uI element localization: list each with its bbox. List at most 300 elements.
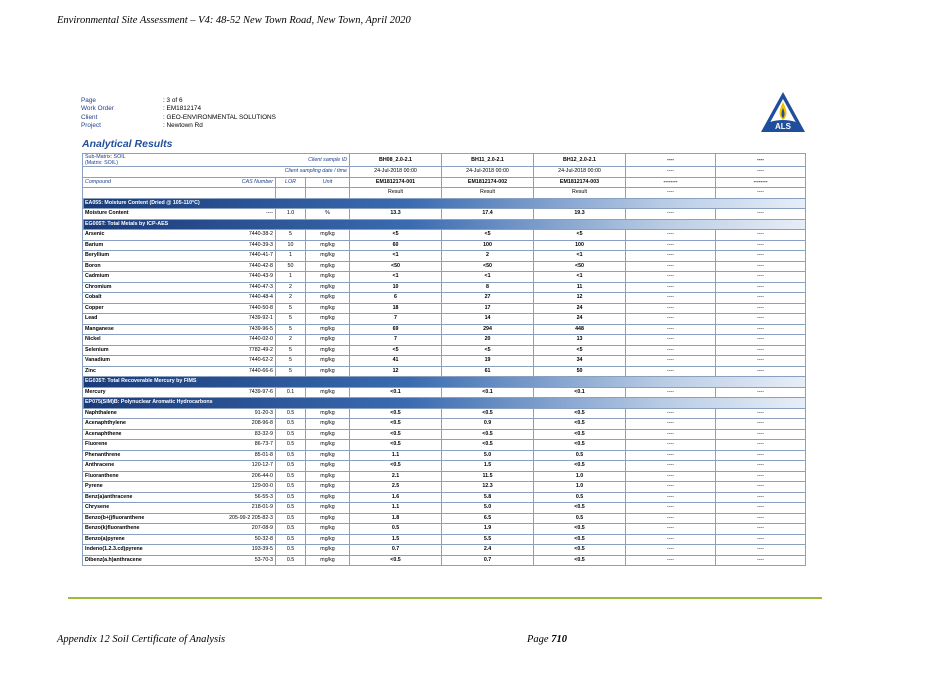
header-row-result [83, 188, 806, 199]
cas-number: 207-08-9 [201, 524, 276, 535]
sampling-date-label: Client sampling date / time [83, 167, 350, 178]
lor-value: 0.1 [276, 387, 306, 398]
result-value: <0.5 [534, 419, 626, 430]
result-value: <50 [534, 261, 626, 272]
lor-value: 2 [276, 293, 306, 304]
result-value: 1.0 [534, 482, 626, 493]
unit-value: mg/kg [306, 345, 350, 356]
compound-name: Acenaphthene [83, 429, 201, 440]
result-value: ---- [716, 282, 806, 293]
result-value: ---- [626, 492, 716, 503]
result-value: ---- [626, 471, 716, 482]
results-table [82, 153, 806, 566]
lor-value: 5 [276, 303, 306, 314]
compound-name: Fluorene [83, 440, 201, 451]
header-row-sample-id [83, 154, 806, 167]
compound-name: Benz(a)anthracene [83, 492, 201, 503]
footer-page [527, 634, 567, 645]
cas-number: 91-20-3 [201, 408, 276, 419]
lor-value: 10 [276, 240, 306, 251]
result-value: ---- [626, 429, 716, 440]
meta-value: : GEO-ENVIRONMENTAL SOLUTIONS [163, 113, 276, 121]
result-value: 5.0 [442, 450, 534, 461]
result-value: 41 [350, 356, 442, 367]
result-value: 24 [534, 303, 626, 314]
result-value: ---- [626, 356, 716, 367]
unit-value: mg/kg [306, 534, 350, 545]
lor-value: 1 [276, 251, 306, 262]
lor-value: 0.5 [276, 471, 306, 482]
result-value: ---- [626, 303, 716, 314]
result-value: 1.0 [534, 471, 626, 482]
unit-value: mg/kg [306, 513, 350, 524]
cas-number: 129-00-0 [201, 482, 276, 493]
compound-name: Moisture Content [83, 209, 201, 220]
cas-number: 7440-47-3 [201, 282, 276, 293]
sample-id: BH11_2.0-2.1 [442, 154, 534, 167]
table-row [83, 335, 806, 346]
compound-name: Benzo(k)fluoranthene [83, 524, 201, 535]
result-value: ---- [716, 503, 806, 514]
result-value: ---- [626, 524, 716, 535]
group-header-row [83, 398, 806, 409]
result-value: 19 [442, 356, 534, 367]
result-value: ---- [716, 293, 806, 304]
result-value: 24 [534, 314, 626, 325]
result-value: ---- [626, 482, 716, 493]
result-label: Result [442, 188, 534, 199]
compound-name: Manganese [83, 324, 201, 335]
result-value: <1 [350, 272, 442, 283]
cas-number: 218-01-9 [201, 503, 276, 514]
lab-id: EM1812174-003 [534, 177, 626, 188]
header-row-columns [83, 177, 806, 188]
result-value: <0.5 [534, 555, 626, 566]
compound-name: Naphthalene [83, 408, 201, 419]
result-value: ---- [716, 230, 806, 241]
result-value: 7 [350, 335, 442, 346]
cas-number: 120-12-7 [201, 461, 276, 472]
table-row [83, 503, 806, 514]
result-value: ---- [626, 366, 716, 377]
lor-value: 0.5 [276, 534, 306, 545]
result-value: 11.5 [442, 471, 534, 482]
lor-value: 5 [276, 230, 306, 241]
unit-value: mg/kg [306, 356, 350, 367]
unit-value: mg/kg [306, 366, 350, 377]
result-value: <1 [534, 251, 626, 262]
unit-value: mg/kg [306, 240, 350, 251]
lor-value: 50 [276, 261, 306, 272]
lor-header: LOR [276, 177, 306, 188]
table-row [83, 513, 806, 524]
unit-value: mg/kg [306, 555, 350, 566]
result-value: 13 [534, 335, 626, 346]
result-value: ---- [626, 240, 716, 251]
cas-number: 7440-39-3 [201, 240, 276, 251]
result-value: <5 [442, 230, 534, 241]
result-value: <50 [442, 261, 534, 272]
result-value: 6.5 [442, 513, 534, 524]
result-value: 294 [442, 324, 534, 335]
table-row [83, 429, 806, 440]
result-value: 0.5 [534, 513, 626, 524]
cas-number: 53-70-3 [201, 555, 276, 566]
footer-rule [68, 597, 822, 599]
result-value: ---- [626, 293, 716, 304]
table-row [83, 534, 806, 545]
lor-value: 0.5 [276, 461, 306, 472]
result-value: 0.7 [442, 555, 534, 566]
result-value: <0.5 [534, 461, 626, 472]
unit-value: mg/kg [306, 251, 350, 262]
result-value: <0.5 [442, 429, 534, 440]
unit-value: mg/kg [306, 387, 350, 398]
meta-value: : 3 of 6 [163, 97, 183, 104]
table-row [83, 303, 806, 314]
result-value: ---- [626, 408, 716, 419]
result-value: 1.1 [350, 503, 442, 514]
unit-value: mg/kg [306, 440, 350, 451]
table-row [83, 387, 806, 398]
meta-key: Work Order [81, 105, 114, 113]
table-row [83, 345, 806, 356]
result-value: 1.1 [350, 450, 442, 461]
result-value: 13.3 [350, 209, 442, 220]
compound-name: Fluoranthene [83, 471, 201, 482]
meta-value: : Newtown Rd [163, 121, 203, 129]
lor-value: 0.5 [276, 555, 306, 566]
table-row [83, 471, 806, 482]
section-title: Analytical Results [82, 138, 173, 150]
sample-id: ---- [626, 154, 716, 167]
table-row [83, 545, 806, 556]
meta-key: Client [81, 113, 98, 121]
unit-value: mg/kg [306, 314, 350, 325]
result-value: 17.4 [442, 209, 534, 220]
result-value: ---- [626, 450, 716, 461]
result-value: 61 [442, 366, 534, 377]
result-value: 1.5 [350, 534, 442, 545]
group-header-row [83, 198, 806, 209]
compound-name: Pyrene [83, 482, 201, 493]
result-value: 1.6 [350, 492, 442, 503]
cas-number: 7440-62-2 [201, 356, 276, 367]
meta-row-client [81, 114, 276, 122]
result-value: <0.5 [350, 408, 442, 419]
lor-value: 5 [276, 314, 306, 325]
result-value: ---- [716, 534, 806, 545]
compound-name: Cadmium [83, 272, 201, 283]
table-row [83, 461, 806, 472]
table-row [83, 408, 806, 419]
lor-value: 0.5 [276, 513, 306, 524]
result-value: 11 [534, 282, 626, 293]
unit-value: mg/kg [306, 419, 350, 430]
table-row [83, 440, 806, 451]
lor-value: 0.5 [276, 482, 306, 493]
meta-key: Page [81, 97, 96, 104]
lor-value: 5 [276, 324, 306, 335]
result-value: ---- [716, 261, 806, 272]
result-value: <0.5 [534, 503, 626, 514]
table-row [83, 492, 806, 503]
result-value: 60 [350, 240, 442, 251]
result-value: <5 [534, 230, 626, 241]
compound-name: Copper [83, 303, 201, 314]
result-value: <5 [350, 345, 442, 356]
sample-date: 24-Jul-2018 00:00 [350, 167, 442, 178]
result-value: 8 [442, 282, 534, 293]
meta-row-project [81, 122, 276, 130]
unit-value: mg/kg [306, 450, 350, 461]
result-value: ---- [626, 251, 716, 262]
unit-value: mg/kg [306, 335, 350, 346]
cas-number: 85-01-8 [201, 450, 276, 461]
result-value: <0.5 [350, 429, 442, 440]
table-header [83, 154, 806, 199]
group-header-row [83, 219, 806, 230]
result-value: ---- [716, 450, 806, 461]
result-value: ---- [716, 545, 806, 556]
result-value: 5.8 [442, 492, 534, 503]
compound-name: Benzo(a)pyrene [83, 534, 201, 545]
submatrix-cell [83, 154, 276, 167]
meta-row-work-order [81, 105, 276, 113]
compound-name: Arsenic [83, 230, 201, 241]
result-value: <0.5 [350, 555, 442, 566]
group-title: EG035T: Total Recoverable Mercury by FIMS [83, 377, 806, 388]
result-value: ---- [716, 335, 806, 346]
cas-number: 7440-66-6 [201, 366, 276, 377]
result-value: <5 [534, 345, 626, 356]
cas-number: 7440-38-2 [201, 230, 276, 241]
footer-page-label: Page [527, 634, 552, 645]
result-value: ---- [716, 314, 806, 325]
lor-value: 0.5 [276, 408, 306, 419]
result-value: 18 [350, 303, 442, 314]
result-value: ---- [626, 230, 716, 241]
table-row [83, 419, 806, 430]
result-value: 12.3 [442, 482, 534, 493]
result-value: 19.3 [534, 209, 626, 220]
result-value: ---- [716, 524, 806, 535]
compound-name: Cobalt [83, 293, 201, 304]
result-value: ---- [716, 555, 806, 566]
table-row [83, 251, 806, 262]
result-value: ---- [716, 429, 806, 440]
result-value: ---- [626, 345, 716, 356]
result-value: ---- [626, 461, 716, 472]
result-value: <1 [534, 272, 626, 283]
result-value: 0.5 [350, 524, 442, 535]
result-value: <1 [350, 251, 442, 262]
lor-value: 5 [276, 356, 306, 367]
result-value: <0.1 [442, 387, 534, 398]
sample-date: ---- [626, 167, 716, 178]
result-value: 0.5 [534, 492, 626, 503]
sample-id: BH12_2.0-2.1 [534, 154, 626, 167]
result-value: ---- [716, 240, 806, 251]
client-sample-id-label: Client sample ID [308, 156, 348, 163]
unit-value: mg/kg [306, 272, 350, 283]
result-value: 10 [350, 282, 442, 293]
cas-number: 7440-42-8 [201, 261, 276, 272]
result-value: ---- [626, 545, 716, 556]
group-title: EP075(SIM)B: Polynuclear Aromatic Hydrocarbons [83, 398, 806, 409]
result-value: 448 [534, 324, 626, 335]
result-label: ---- [626, 188, 716, 199]
lor-value: 0.5 [276, 492, 306, 503]
table-row [83, 524, 806, 535]
cas-number: 7439-96-5 [201, 324, 276, 335]
lor-value: 0.5 [276, 429, 306, 440]
group-title: EG005T: Total Metals by ICP-AES [83, 219, 806, 230]
result-value: 2.1 [350, 471, 442, 482]
compound-name: Nickel [83, 335, 201, 346]
table-row [83, 293, 806, 304]
blank-cell [306, 188, 350, 199]
unit-value: mg/kg [306, 482, 350, 493]
result-value: ---- [716, 482, 806, 493]
table-row [83, 482, 806, 493]
lor-value: 0.5 [276, 440, 306, 451]
result-value: ---- [716, 251, 806, 262]
matrix-label: (Matrix: SOIL) [85, 160, 118, 166]
result-value: <5 [442, 345, 534, 356]
result-value: ---- [716, 356, 806, 367]
cas-number: 7440-41-7 [201, 251, 276, 262]
result-value: 7 [350, 314, 442, 325]
result-value: <0.5 [442, 440, 534, 451]
result-value: <0.5 [534, 440, 626, 451]
table-row [83, 282, 806, 293]
unit-value: mg/kg [306, 282, 350, 293]
compound-name: Acenaphthylene [83, 419, 201, 430]
cas-number: 56-55-3 [201, 492, 276, 503]
result-value: 0.9 [442, 419, 534, 430]
sample-date: ---- [716, 167, 806, 178]
table-row [83, 272, 806, 283]
unit-value: mg/kg [306, 471, 350, 482]
sample-date: 24-Jul-2018 00:00 [534, 167, 626, 178]
compound-name: Lead [83, 314, 201, 325]
lor-value: 1.0 [276, 209, 306, 220]
result-value: ---- [626, 513, 716, 524]
result-value: ---- [626, 261, 716, 272]
result-value: ---- [626, 419, 716, 430]
result-value: ---- [716, 492, 806, 503]
table-row [83, 356, 806, 367]
document-header: Environmental Site Assessment – V4: 48-52 New Town Road, New Town, April 2020 [57, 15, 411, 26]
result-value: ---- [626, 440, 716, 451]
result-value: ---- [626, 282, 716, 293]
cas-number: 193-39-5 [201, 545, 276, 556]
lor-value: 1 [276, 272, 306, 283]
table-row [83, 366, 806, 377]
cas-number: 7440-43-9 [201, 272, 276, 283]
result-value: ---- [716, 461, 806, 472]
lor-value: 2 [276, 335, 306, 346]
sample-id: BH08_2.0-2.1 [350, 154, 442, 167]
result-value: <0.5 [534, 408, 626, 419]
result-value: ---- [716, 209, 806, 220]
result-value: ---- [716, 324, 806, 335]
result-value: 2.5 [350, 482, 442, 493]
result-value: ---- [716, 408, 806, 419]
cas-number: 7782-49-2 [201, 345, 276, 356]
table-row [83, 261, 806, 272]
result-value: 2.4 [442, 545, 534, 556]
unit-value: mg/kg [306, 429, 350, 440]
result-value: ---- [626, 555, 716, 566]
group-header-row [83, 377, 806, 388]
footer-appendix: Appendix 12 Soil Certificate of Analysis [57, 634, 226, 645]
unit-value: mg/kg [306, 293, 350, 304]
result-value: 100 [442, 240, 534, 251]
result-value: ---- [626, 387, 716, 398]
compound-name: Mercury [83, 387, 201, 398]
table-row [83, 324, 806, 335]
unit-value: mg/kg [306, 408, 350, 419]
result-value: 5.5 [442, 534, 534, 545]
result-value: 1.8 [350, 513, 442, 524]
table-row [83, 209, 806, 220]
table-row [83, 450, 806, 461]
results-table-wrap [82, 153, 805, 566]
result-value: ---- [716, 303, 806, 314]
compound-name: Selenium [83, 345, 201, 356]
result-value: <0.5 [534, 534, 626, 545]
result-value: ---- [716, 387, 806, 398]
result-value: 27 [442, 293, 534, 304]
lor-value: 2 [276, 282, 306, 293]
cas-number: 7440-48-4 [201, 293, 276, 304]
compound-name: Boron [83, 261, 201, 272]
unit-value: mg/kg [306, 230, 350, 241]
result-value: 14 [442, 314, 534, 325]
compound-name: Beryllium [83, 251, 201, 262]
blank-cell [83, 188, 276, 199]
logo-text: ALS [775, 122, 791, 131]
result-value: ---- [716, 272, 806, 283]
group-title: EA055: Moisture Content (Dried @ 105-110°C) [83, 198, 806, 209]
compound-name: Phenanthrene [83, 450, 201, 461]
compound-name: Chrysene [83, 503, 201, 514]
compound-name: Barium [83, 240, 201, 251]
result-value: <0.5 [442, 408, 534, 419]
result-label: ---- [716, 188, 806, 199]
blank-cell [276, 188, 306, 199]
cas-number: 206-44-0 [201, 471, 276, 482]
cas-number: 7439-92-1 [201, 314, 276, 325]
unit-value: mg/kg [306, 524, 350, 535]
lab-id: EM1812174-001 [350, 177, 442, 188]
als-logo-icon [759, 90, 807, 136]
cas-number: 7440-50-8 [201, 303, 276, 314]
result-value: ---- [716, 471, 806, 482]
cas-number: 7440-02-0 [201, 335, 276, 346]
compound-name: Dibenz(a.h)anthracene [83, 555, 201, 566]
result-value: ---- [626, 314, 716, 325]
header-row-sampling-date [83, 167, 806, 178]
cas-number: 208-96-8 [201, 419, 276, 430]
result-value: <50 [350, 261, 442, 272]
result-value: ---- [626, 534, 716, 545]
compound-header: Compound [83, 177, 201, 188]
result-value: 2 [442, 251, 534, 262]
result-value: <0.5 [350, 419, 442, 430]
